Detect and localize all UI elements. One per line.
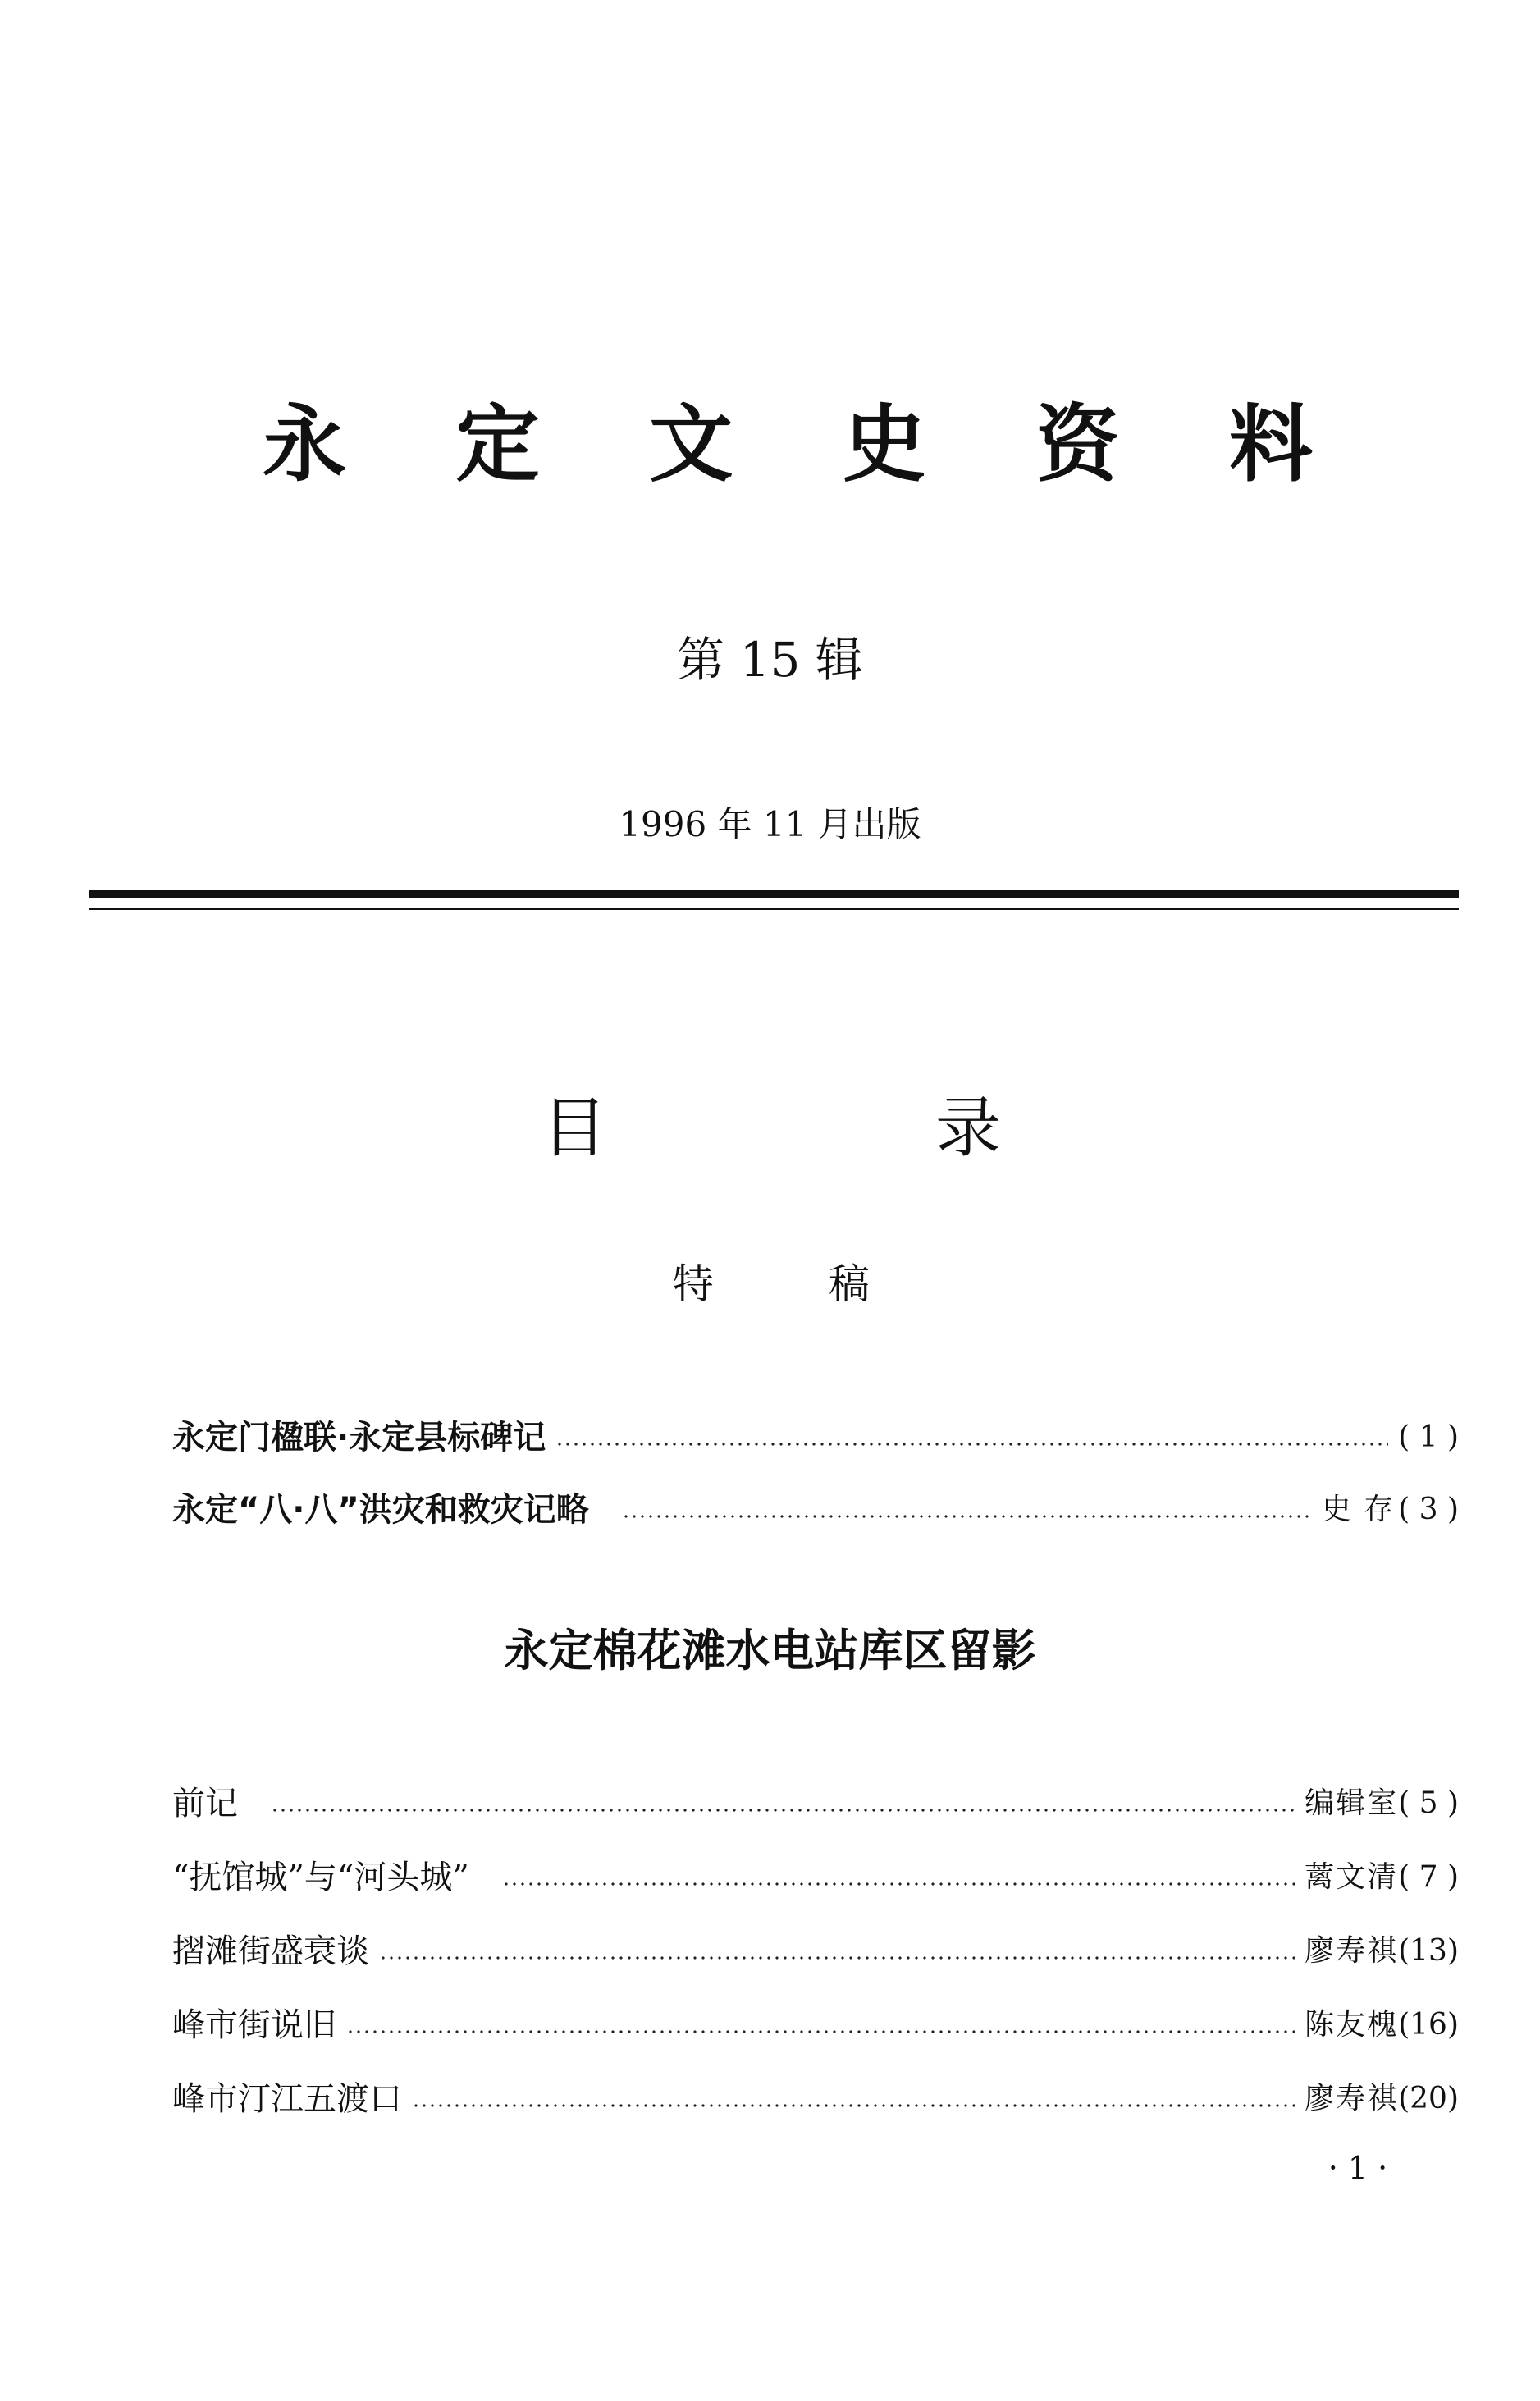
title-char: 永 xyxy=(263,396,346,494)
section-heading-char: 稿 xyxy=(829,1260,870,1308)
toc-entry-page: (16) xyxy=(1398,2008,1459,2042)
toc-heading-char: 录 xyxy=(935,1090,1001,1166)
section-heading-char: 特 xyxy=(673,1260,714,1308)
toc-entry-title: 前记 xyxy=(172,1785,238,1822)
divider-thin xyxy=(89,908,1459,910)
toc-entry-title: 峰市街说旧 xyxy=(172,2006,336,2044)
toc-entry[interactable] xyxy=(172,1927,1459,1976)
toc-entry-page: (20) xyxy=(1398,2082,1459,2115)
toc-entry-page: ( 7 ) xyxy=(1398,1860,1459,1894)
toc-entry-page: ( 5 ) xyxy=(1398,1786,1459,1820)
dot-leader xyxy=(502,1882,1295,1886)
special-section-heading xyxy=(673,1255,870,1313)
toc-entry-author: 史 存 xyxy=(1321,1493,1396,1526)
toc-entry-author: 陈友槐 xyxy=(1305,2008,1399,2042)
publication-title xyxy=(263,384,1313,507)
toc-entry-title: “抚馆城”与“河头城” xyxy=(172,1859,469,1896)
toc-heading xyxy=(542,1083,1001,1173)
toc-entry[interactable] xyxy=(172,1413,1459,1462)
toc-entry-title: 摺滩街盛衰谈 xyxy=(172,1932,369,1970)
issue-number: 第 15 辑 xyxy=(677,632,863,688)
toc-entry-title: 永定“八·八”洪灾和救灾记略 xyxy=(172,1491,589,1529)
dot-leader xyxy=(346,2030,1295,2033)
dot-leader xyxy=(271,1809,1295,1812)
title-char: 料 xyxy=(1228,396,1313,494)
toc-entry-author: 廖寿祺 xyxy=(1305,2082,1399,2115)
title-char: 文 xyxy=(649,396,733,494)
toc-entry-page: (13) xyxy=(1398,1934,1459,1968)
toc-heading-char: 目 xyxy=(542,1090,607,1166)
toc-entry-title: 永定门楹联·永定县标碑记 xyxy=(172,1419,546,1457)
dot-leader xyxy=(622,1515,1312,1518)
toc-entry[interactable] xyxy=(172,1853,1459,1902)
section-title: 永定棉花滩水电站库区留影 xyxy=(504,1625,1036,1676)
toc-entry-author: 廖寿祺 xyxy=(1305,1934,1399,1968)
title-char: 定 xyxy=(455,396,540,494)
toc-entry-author: 蓠文清 xyxy=(1305,1860,1399,1894)
page-number: · 1 · xyxy=(1328,2150,1388,2186)
title-char: 史 xyxy=(842,396,926,494)
title-char: 资 xyxy=(1035,396,1120,494)
publication-date: 1996 年 11 月出版 xyxy=(619,804,921,844)
toc-entry-page: ( 3 ) xyxy=(1398,1493,1459,1526)
toc-entry[interactable] xyxy=(172,1485,1459,1534)
toc-entry-title: 峰市汀江五渡口 xyxy=(172,2080,402,2118)
dot-leader xyxy=(412,2104,1295,2107)
toc-entry-author: 编辑室 xyxy=(1305,1786,1399,1820)
toc-entry[interactable] xyxy=(172,1779,1459,1828)
toc-entry[interactable] xyxy=(172,2001,1459,2050)
toc-entry[interactable] xyxy=(172,2074,1459,2124)
divider-thick xyxy=(89,890,1459,898)
dot-leader xyxy=(379,1956,1295,1960)
toc-entry-page: ( 1 ) xyxy=(1398,1420,1459,1454)
dot-leader xyxy=(555,1443,1388,1446)
